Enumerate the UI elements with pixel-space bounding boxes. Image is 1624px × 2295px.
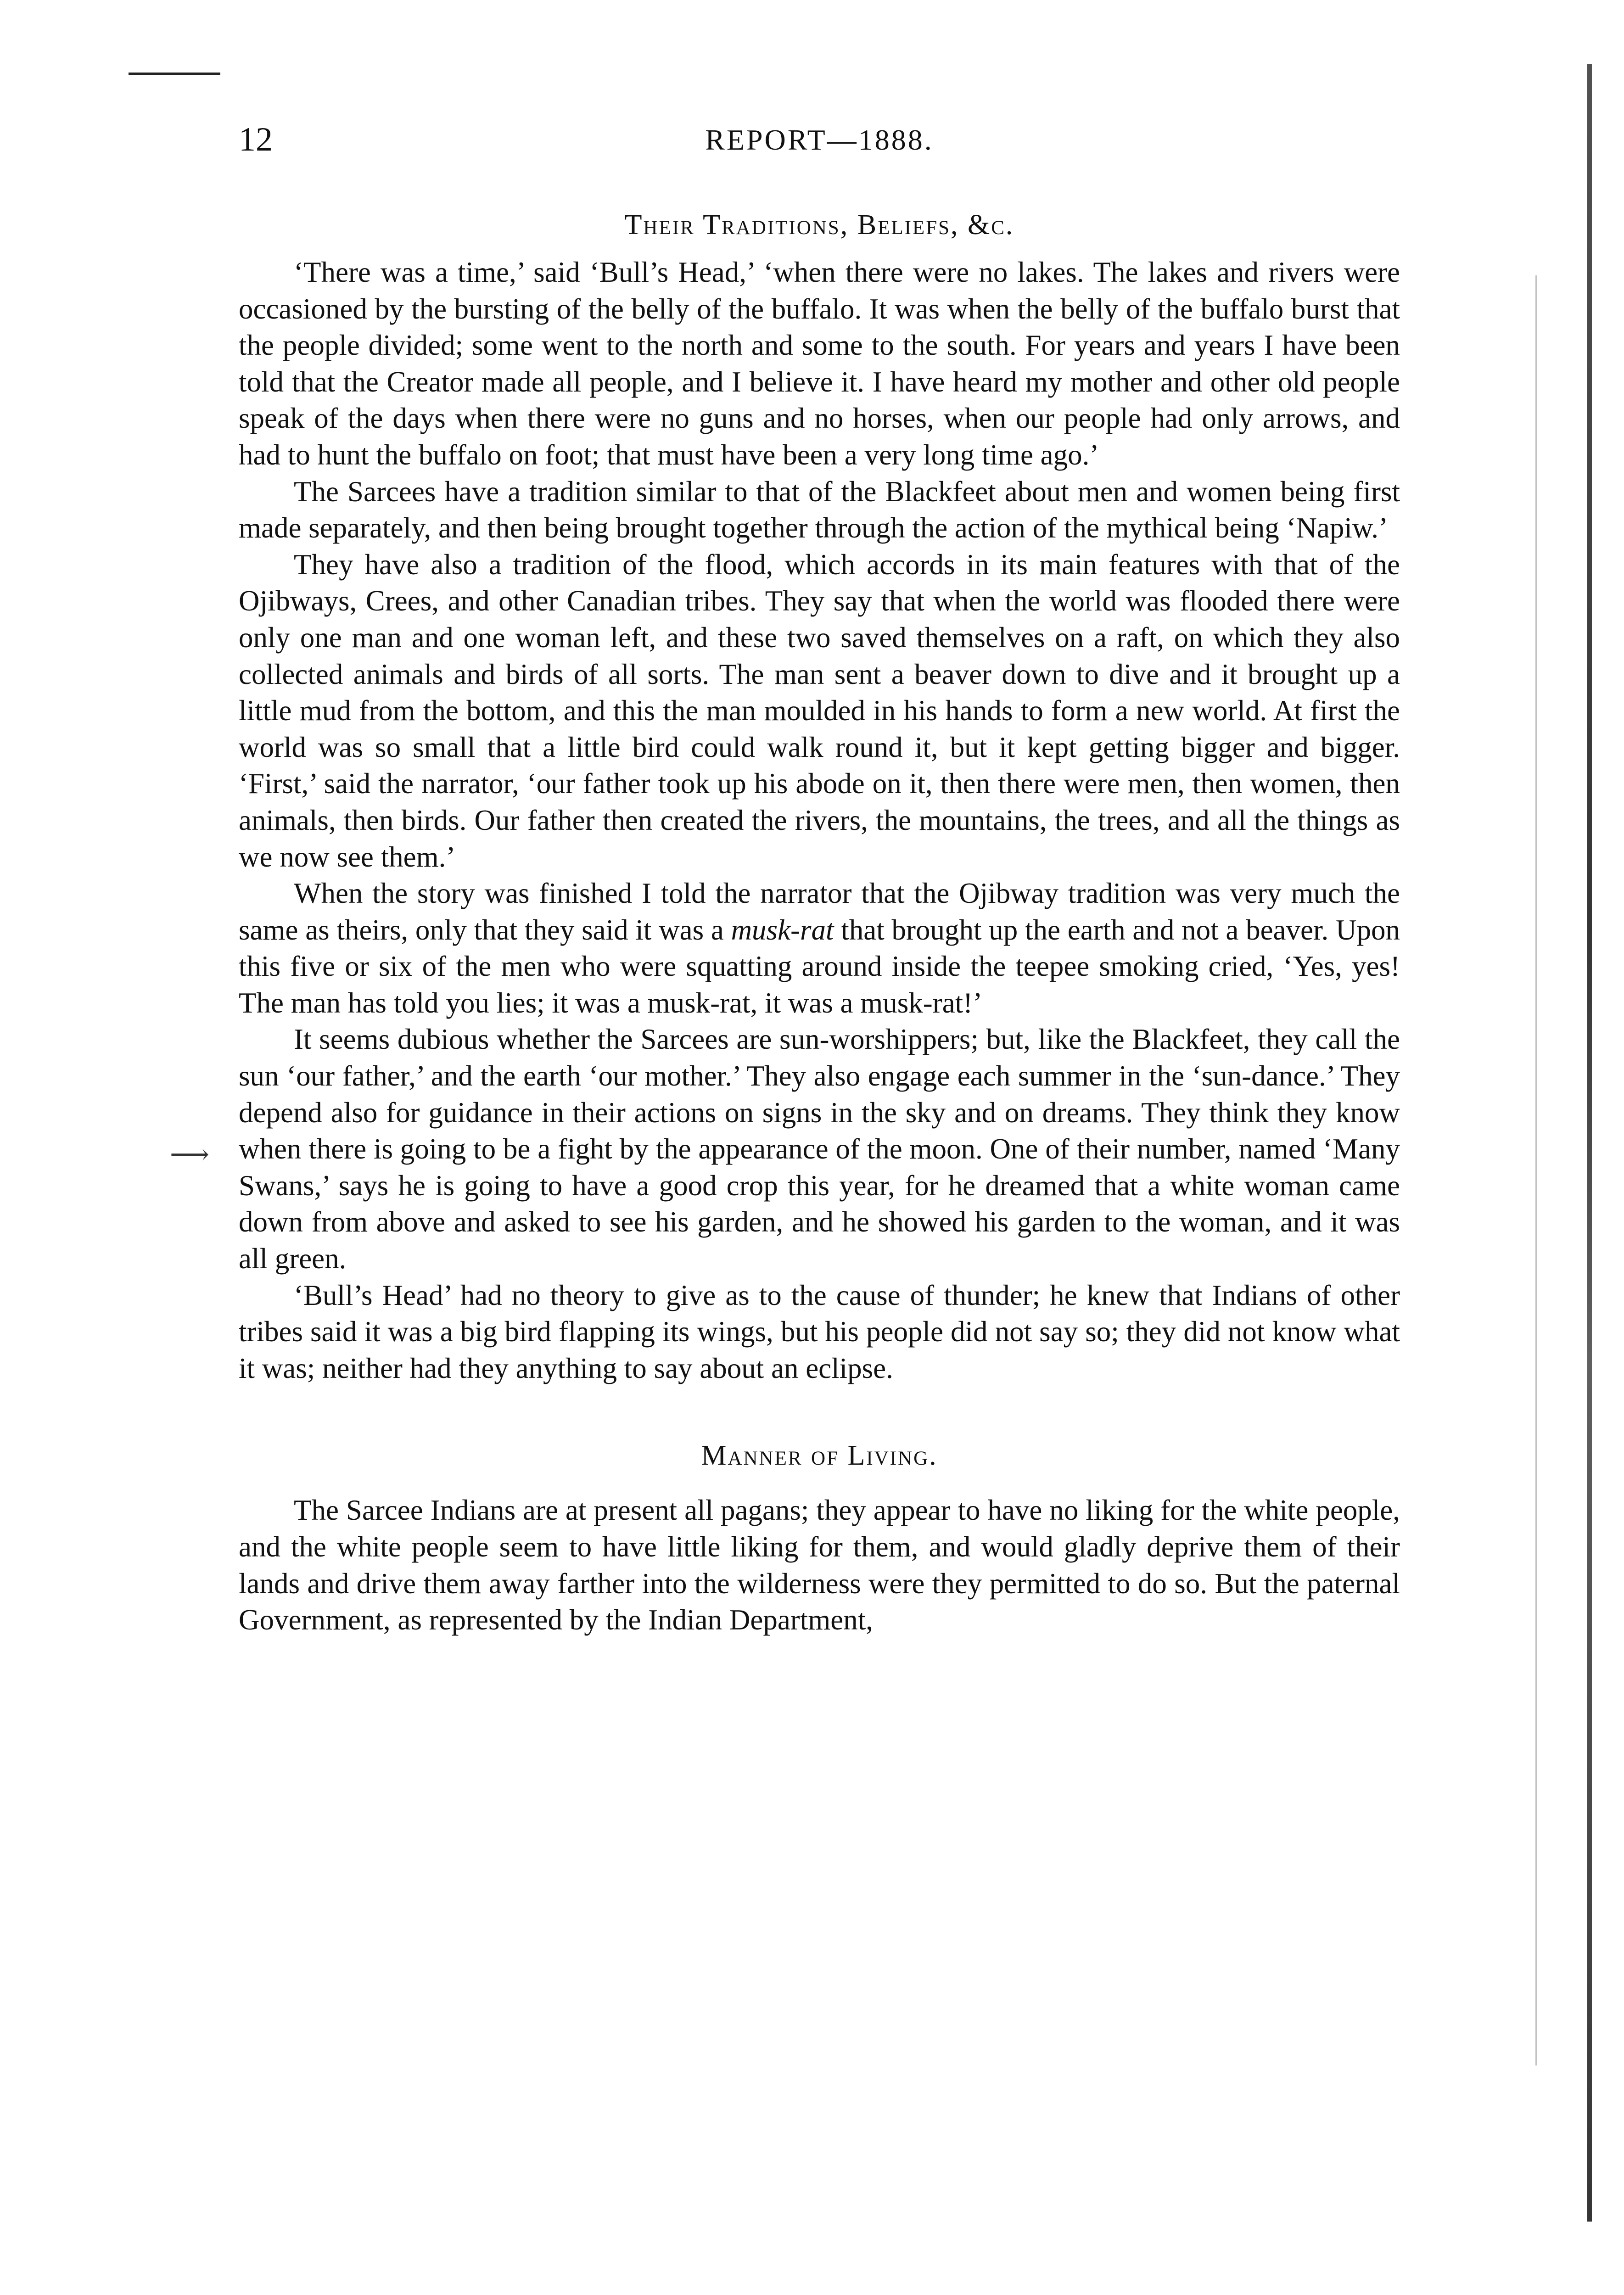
section-title-manner-of-living: Manner of Living. xyxy=(701,1440,938,1472)
paragraph: ‘There was a time,’ said ‘Bull’s Head,’ ‘when there were no lakes. The lakes and rivers were occasioned by the bursting of the belly of the buffalo. It was when the belly of the buffalo burst that the people divided; some went to the north and some to the south. For years and years I have been told that the Creator made all people, and I believe it. I have heard my mother and other old people speak of the days when there were no guns and no horses, when our people had only arrows, and had to hunt the buffalo on foot; that must have been a very long time ago.’ xyxy=(239,256,1400,471)
scan-shadow-line xyxy=(1535,275,1537,2066)
paragraph: ‘Bull’s Head’ had no theory to give as to the cause of thunder; he knew that Indians of other tribes said it was a big bird flapping its wings, but his people did not say so; they did not know what it was; neither had they anything to say about an eclipse. xyxy=(239,1279,1400,1384)
margin-arrow-mark: ⟶ xyxy=(170,1139,210,1170)
top-rule xyxy=(129,73,220,75)
paragraph: It seems dubious whether the Sarcees are sun-worshippers; but, like the Blackfeet, they call the sun ‘our father,’ and the earth ‘our mother.’ They also engage each summer in the ‘sun-dance.’ They depend also for guidance in their actions on signs in the sky and on dreams. They think they know when there is going to be a fight by the appearance of the moon. One of their number, named ‘Many Swans,’ says he is going to have a good crop this year, for he dreamed that a white woman came down from above and asked to see his garden, and he showed his garden to the woman, and it was all green. xyxy=(239,1023,1400,1275)
page-number: 12 xyxy=(239,121,273,158)
paragraph: The Sarcee Indians are at present all pagans; they appear to have no liking for the white people, and the white people seem to have little liking for them, and would gladly deprive them of their lands and drive them away farther into the wilderness were they permitted to do so. But the paternal Government, as represented by the Indian Department, xyxy=(239,1494,1400,1636)
paragraph: They have also a tradition of the flood, which accords in its main features with that of the Ojibways, Crees, and other Canadian tribes. They say that when the world was flooded there were only one man and one woman left, and these two saved themselves on a raft, on which they also collected animals and birds of all sorts. The man sent a beaver down to dive and it brought up a little mud from the bottom, and this the man moulded in his hands to form a new world. At first the world was so small that a little bird could walk round it, but it kept getting bigger and bigger. ‘First,’ said the narrator, ‘our father took up his abode on it, then there were men, then women, then animals, then birds. Our father then created the rivers, the mountains, the trees, and all the things as we now see them.’ xyxy=(239,548,1400,873)
page-body xyxy=(239,207,1400,1639)
italic-term: musk-rat xyxy=(731,913,834,946)
paragraph-text: that brought up the earth and not a beaver. Upon this five or six of the men who were squatting around inside the teepee smoking cried, ‘Yes, yes! The man has told you lies; it was a musk-rat, it was a musk-rat!’ xyxy=(239,913,1400,1019)
scan-binding-edge xyxy=(1587,64,1592,2222)
paragraph: The Sarcees have a tradition similar to that of the Blackfeet about men and women being first made separately, and then being brought together through the action of the mythical being ‘Napiw.’ xyxy=(239,475,1400,544)
paragraph-text: When the story was finished I told the narrator that the Ojibway tradition was very much the same as theirs, only that they said it was a xyxy=(239,877,1400,946)
page-header xyxy=(239,120,1400,171)
paragraph xyxy=(239,875,1400,1021)
section-title-traditions: Their Traditions, Beliefs, &c. xyxy=(624,209,1014,241)
running-head: REPORT—1888. xyxy=(705,123,934,156)
